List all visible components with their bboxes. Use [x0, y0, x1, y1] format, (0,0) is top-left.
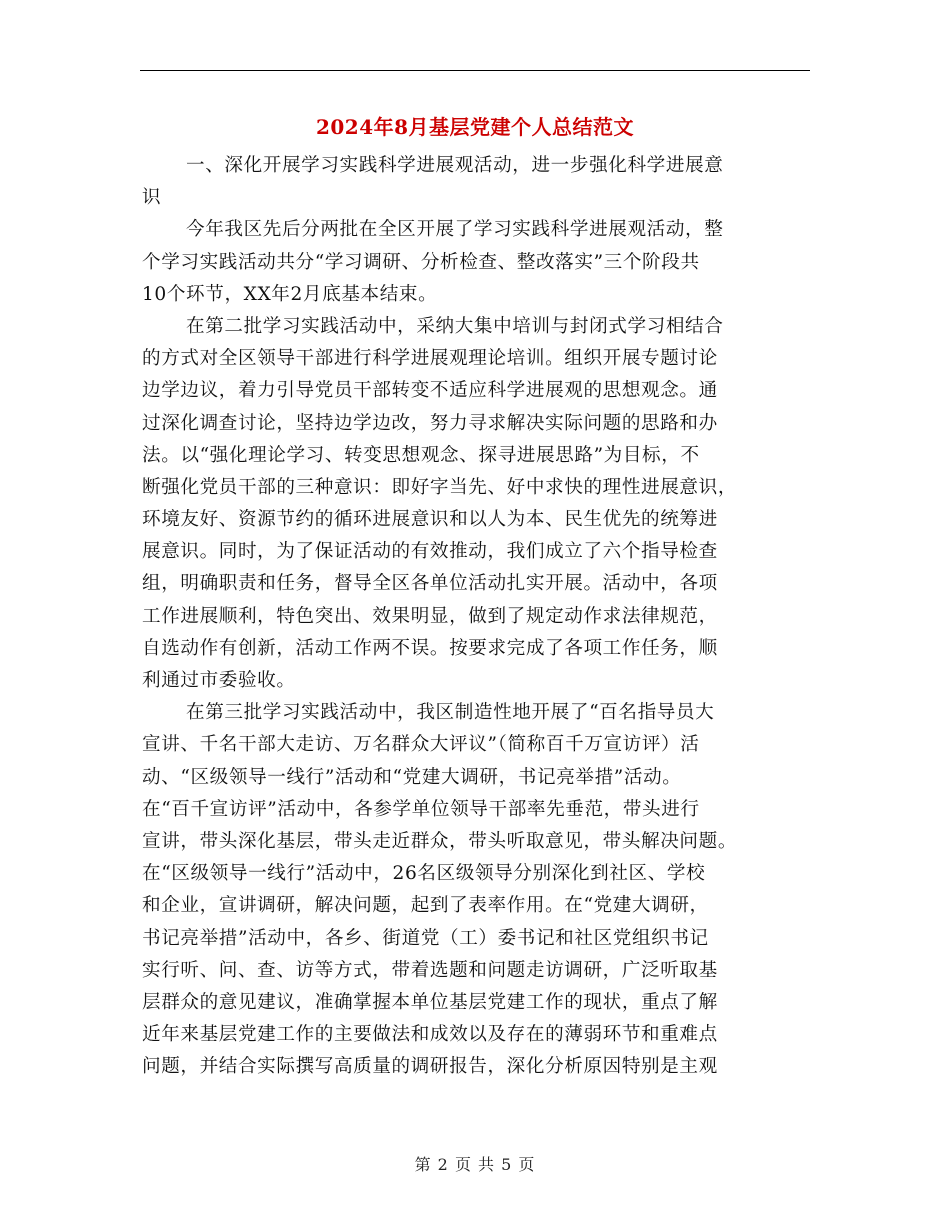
body-line: 宣讲，带头深化基层，带头走近群众，带头听取意见，带头解决问题。 [142, 830, 738, 852]
body-line: 在“区级领导一线行”活动中，26名区级领导分别深化到社区、学校 [142, 863, 706, 885]
body-line: 宣讲、千名干部大走访、万名群众大评议”（简称百千万宣访评）活 [142, 734, 700, 756]
body-line: 法。以“强化理论学习、转变思想观念、探寻进展思路”为目标，不 [142, 444, 700, 466]
body-line: 组，明确职责和任务，督导全区各单位活动扎实开展。活动中，各项 [142, 573, 718, 595]
body-line: 10个环节，XX年2月底基本结束。 [142, 283, 438, 305]
body-line: 环境友好、资源节约的循环进展意识和以人为本、民生优先的统筹进 [142, 509, 718, 531]
body-line: 断强化党员干部的三种意识：即好字当先、好中求快的理性进展意识， [142, 476, 738, 498]
document-body [142, 150, 810, 1083]
body-line: 在第二批学习实践活动中，采纳大集中培训与封闭式学习相结合 [186, 315, 724, 337]
body-line: 展意识。同时，为了保证活动的有效推动，我们成立了六个指导检查 [142, 541, 718, 563]
body-line: 近年来基层党建工作的主要做法和成效以及存在的薄弱环节和重难点 [142, 1024, 718, 1046]
body-line: 书记亮举措”活动中，各乡、街道党（工）委书记和社区党组织书记 [142, 927, 709, 949]
page-number: 第 2 页 共 5 页 [414, 1155, 536, 1174]
body-line: 在第三批学习实践活动中，我区制造性地开展了“百名指导员大 [186, 702, 715, 724]
body-line: 一、深化开展学习实践科学进展观活动，进一步强化科学进展意 [186, 155, 724, 176]
body-line: 动、“区级领导一线行”活动和“党建大调研，书记亮举措”活动。 [142, 766, 682, 788]
body-line: 层群众的意见建议，准确掌握本单位基层党建工作的现状，重点了解 [142, 991, 718, 1013]
body-line: 在“百千宣访评”活动中，各参学单位领导干部率先垂范，带头进行 [142, 798, 700, 820]
body-line: 问题，并结合实际撰写高质量的调研报告，深化分析原因特别是主观 [142, 1056, 718, 1078]
body-line: 实行听、问、查、访等方式，带着选题和问题走访调研，广泛听取基 [142, 959, 718, 981]
body-line: 边学边议，着力引导党员干部转变不适应科学进展观的思想观念。通 [142, 380, 718, 402]
body-line: 工作进展顺利，特色突出、效果明显，做到了规定动作求法律规范， [142, 605, 718, 627]
header-rule [140, 70, 810, 71]
body-line: 今年我区先后分两批在全区开展了学习实践科学进展观活动，整 [186, 219, 724, 241]
body-line: 利通过市委验收。 [142, 670, 296, 691]
body-line: 个学习实践活动共分“学习调研、分析检查、整改落实”三个阶段共 [142, 251, 700, 273]
body-line: 的方式对全区领导干部进行科学进展观理论培训。组织开展专题讨论 [142, 348, 718, 370]
body-line: 过深化调查讨论，坚持边学边改，努力寻求解决实际问题的思路和办 [142, 412, 718, 434]
document-title: 2024年8月基层党建个人总结范文 [315, 115, 635, 139]
body-line: 识 [142, 187, 162, 209]
body-line: 和企业，宣讲调研，解决问题，起到了表率作用。在“党建大调研， [142, 895, 709, 917]
body-line: 自选动作有创新，活动工作两不误。按要求完成了各项工作任务，顺 [142, 637, 718, 659]
